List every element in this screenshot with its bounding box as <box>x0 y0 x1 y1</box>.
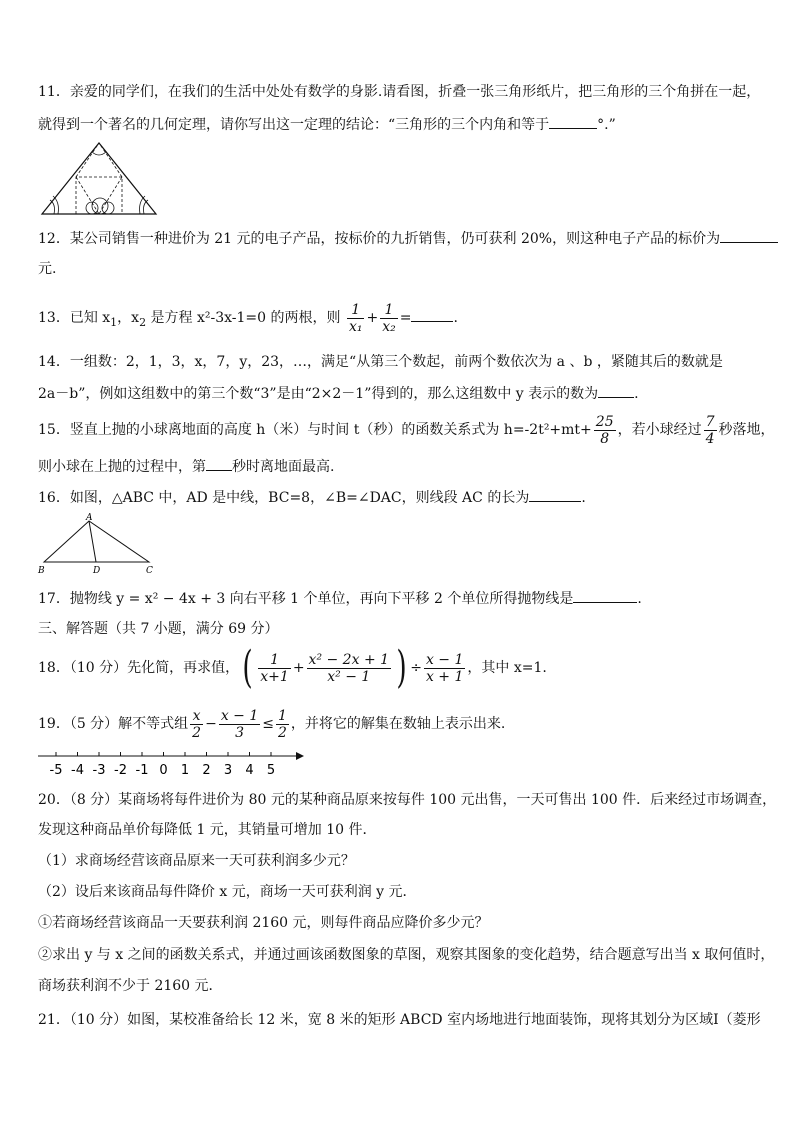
section-3-heading: 三、解答题（共 7 小题，满分 69 分） <box>38 621 279 637</box>
q14-line1 <box>38 352 723 372</box>
number-line-label: 0 <box>159 763 168 778</box>
q12-line2 <box>38 259 56 279</box>
number-line-label: -4 <box>71 763 84 778</box>
q14-line2: 2a－b”，例如这组数中的第三个数“3”是由“2×2－1”得到的，那么这组数中 y 表示的数为 . <box>38 383 639 404</box>
q11-text3: °.” <box>597 117 616 133</box>
q19-fraction-2: $\frac{x - 1}{3}$ <box>220 707 259 741</box>
q20-line4: （2）设后来该商品每件降价 x 元，商场一天可获利润 y 元． <box>38 884 417 900</box>
q15-line2: 则小球在上抛的过程中，第 秒时离地面最高. <box>38 456 334 477</box>
q20-line1: 20．（8 分）某商场将每件进价为 80 元的某种商品原来按每件 100 元出售，一天可售出 100 件．后来经过市场调查， <box>38 792 777 808</box>
q11-blank[interactable] <box>549 114 597 129</box>
q13-line: 13．已知 $x_1$，$x_2$ 是方程 x²-3x-1=0 的两根，则 $\frac{1}{\text{x₁}}$ + $\frac{1}{\text{x₂}}$ = . <box>38 301 458 335</box>
q19-line: 19．（5 分）解不等式组 $\frac{x}{2}$ − $\frac{x - 1}{3}$ ≤ $\frac{1}{2}$ ，并将它的解集在数轴上表示出来. <box>38 707 506 741</box>
q12-blank[interactable] <box>720 228 778 243</box>
label-b: B <box>38 566 45 576</box>
q20-line5: ①若商场经营该商品一天要获利润 2160 元，则每件商品应降价多少元？ <box>38 915 489 931</box>
label-a: A <box>86 513 93 523</box>
q20-line3: （1）求商场经营该商品原来一天可获利润多少元？ <box>38 853 355 869</box>
q14-blank[interactable] <box>598 383 634 398</box>
q18-fraction-1: $\frac{1}{x+1}$ <box>260 651 289 685</box>
number-line-label: -5 <box>49 763 63 778</box>
q20-line2: 发现这种商品单价每降低 1 元，其销量可增加 10 件． <box>38 822 377 838</box>
number-line-label: 5 <box>266 763 276 778</box>
number-line-label: 4 <box>245 763 254 778</box>
q13-fraction-2: $\frac{1}{\text{x₂}}$ <box>382 301 396 335</box>
q15-fraction-2: $\frac{7}{4}$ <box>705 413 715 447</box>
q17-line: 17．抛物线 y = x² − 4x + 3 向右平移 1 个单位，再向下平移 2 个单位所得抛物线是 . <box>38 588 642 609</box>
q15-text1: 15．竖直上抛的小球离地面的高度 h（米）与时间 t（秒）的函数关系式为 h=-2t²+mt+ <box>38 422 592 438</box>
q18-fraction-3: $\frac{x - 1}{x + 1}$ <box>425 651 464 685</box>
q21-line1: 21．（10 分）如图，某校准备给长 12 米，宽 8 米的矩形 ABCD 室内场地进行地面装饰，现将其划分为区域Ⅰ（菱形 <box>38 1012 761 1028</box>
number-line-label: 3 <box>223 763 233 778</box>
q16-text: 16．如图，△ABC 中，AD 是中线，BC=8，∠B=∠DAC，则线段 AC 的长为 <box>38 490 530 506</box>
q19-text: 19．（5 分）解不等式组 <box>38 716 189 732</box>
number-line-label: -3 <box>92 763 106 778</box>
q16-line: 16．如图，△ABC 中，AD 是中线，BC=8，∠B=∠DAC，则线段 AC 的长为 . <box>38 487 586 508</box>
q19-number-line <box>36 748 306 778</box>
q12-text1: 12．某公司销售一种进价为 21 元的电子产品，按标价的九折销售，仍可获利 20%，则这种电子产品的标价为 <box>38 231 721 247</box>
q16-blank[interactable] <box>529 487 581 502</box>
q19-fraction-3: $\frac{1}{2}$ <box>278 707 287 741</box>
label-c: C <box>146 566 153 576</box>
q18-line: 18．（10 分）先化简，再求值，( $\frac{1}{x+1}$ + $\frac{\text{x² − 2x + 1}}{\text{x² − 1}}$ ) ÷ $\frac{x - 1}{x + 1}$ ，其中 x=1. <box>38 642 547 693</box>
q11-text1: 11．亲爱的同学们，在我们的生活中处处有数学的身影.请看图，折叠一张三角形纸片，把三角形的三个角拼在一起， <box>38 84 761 100</box>
q16-triangle-figure <box>36 512 160 578</box>
q11-text2: 就得到一个著名的几何定理，请你写出这一定理的结论：“三角形的三个内角和等于 <box>38 117 550 133</box>
q17-blank[interactable] <box>573 588 637 603</box>
q13-blank[interactable] <box>411 307 453 322</box>
q20-line6: ②求出 y 与 x 之间的函数关系式，并通过画该函数图象的草图，观察其图象的变化趋势，结合题意写出当 x 取何值时， <box>38 947 775 963</box>
q15-blank[interactable] <box>206 456 232 471</box>
number-line-label: 1 <box>180 763 190 778</box>
number-line-label: -2 <box>114 763 127 778</box>
q18-fraction-2: $\frac{\text{x² − 2x + 1}}{\text{x² − 1}}$ <box>308 651 390 685</box>
q14-text1: 14．一组数：2，1，3，x，7，y，23，…，满足“从第三个数起，前两个数依次为 a 、b ，紧随其后的数就是 <box>38 354 723 370</box>
q11-triangle-figure <box>40 140 160 218</box>
q11-line2 <box>38 114 616 135</box>
q11-line1 <box>38 82 760 102</box>
q15-fraction-1: $\frac{25}{8}$ <box>595 413 614 447</box>
number-line-label: -1 <box>135 763 149 778</box>
q13-fraction-1: $\frac{1}{\text{x₁}}$ <box>348 301 363 335</box>
q12-line1 <box>38 228 778 249</box>
number-line-label: 2 <box>202 763 211 778</box>
label-d: D <box>93 566 101 576</box>
q18-text: 18．（10 分）先化简，再求值， <box>38 660 240 676</box>
q15-line1: 15．竖直上抛的小球离地面的高度 h（米）与时间 t（秒）的函数关系式为 h=-2t²+mt+ $\frac{25}{8}$ ，若小球经过 $\frac{7}{4}$ 秒落地， <box>38 413 775 447</box>
q17-text: 17．抛物线 y = x² − 4x + 3 向右平移 1 个单位，再向下平移 2 个单位所得抛物线是 <box>38 591 574 607</box>
number-line-arrow <box>296 752 304 760</box>
q20-line7: 商场获利润不少于 2160 元． <box>38 978 223 994</box>
q12-text2: 元. <box>38 261 57 277</box>
q19-fraction-1: $\frac{x}{2}$ <box>192 707 202 741</box>
q14-text2: 2a－b”，例如这组数中的第三个数“3”是由“2×2－1”得到的，那么这组数中 y 表示的数为 <box>38 386 599 402</box>
